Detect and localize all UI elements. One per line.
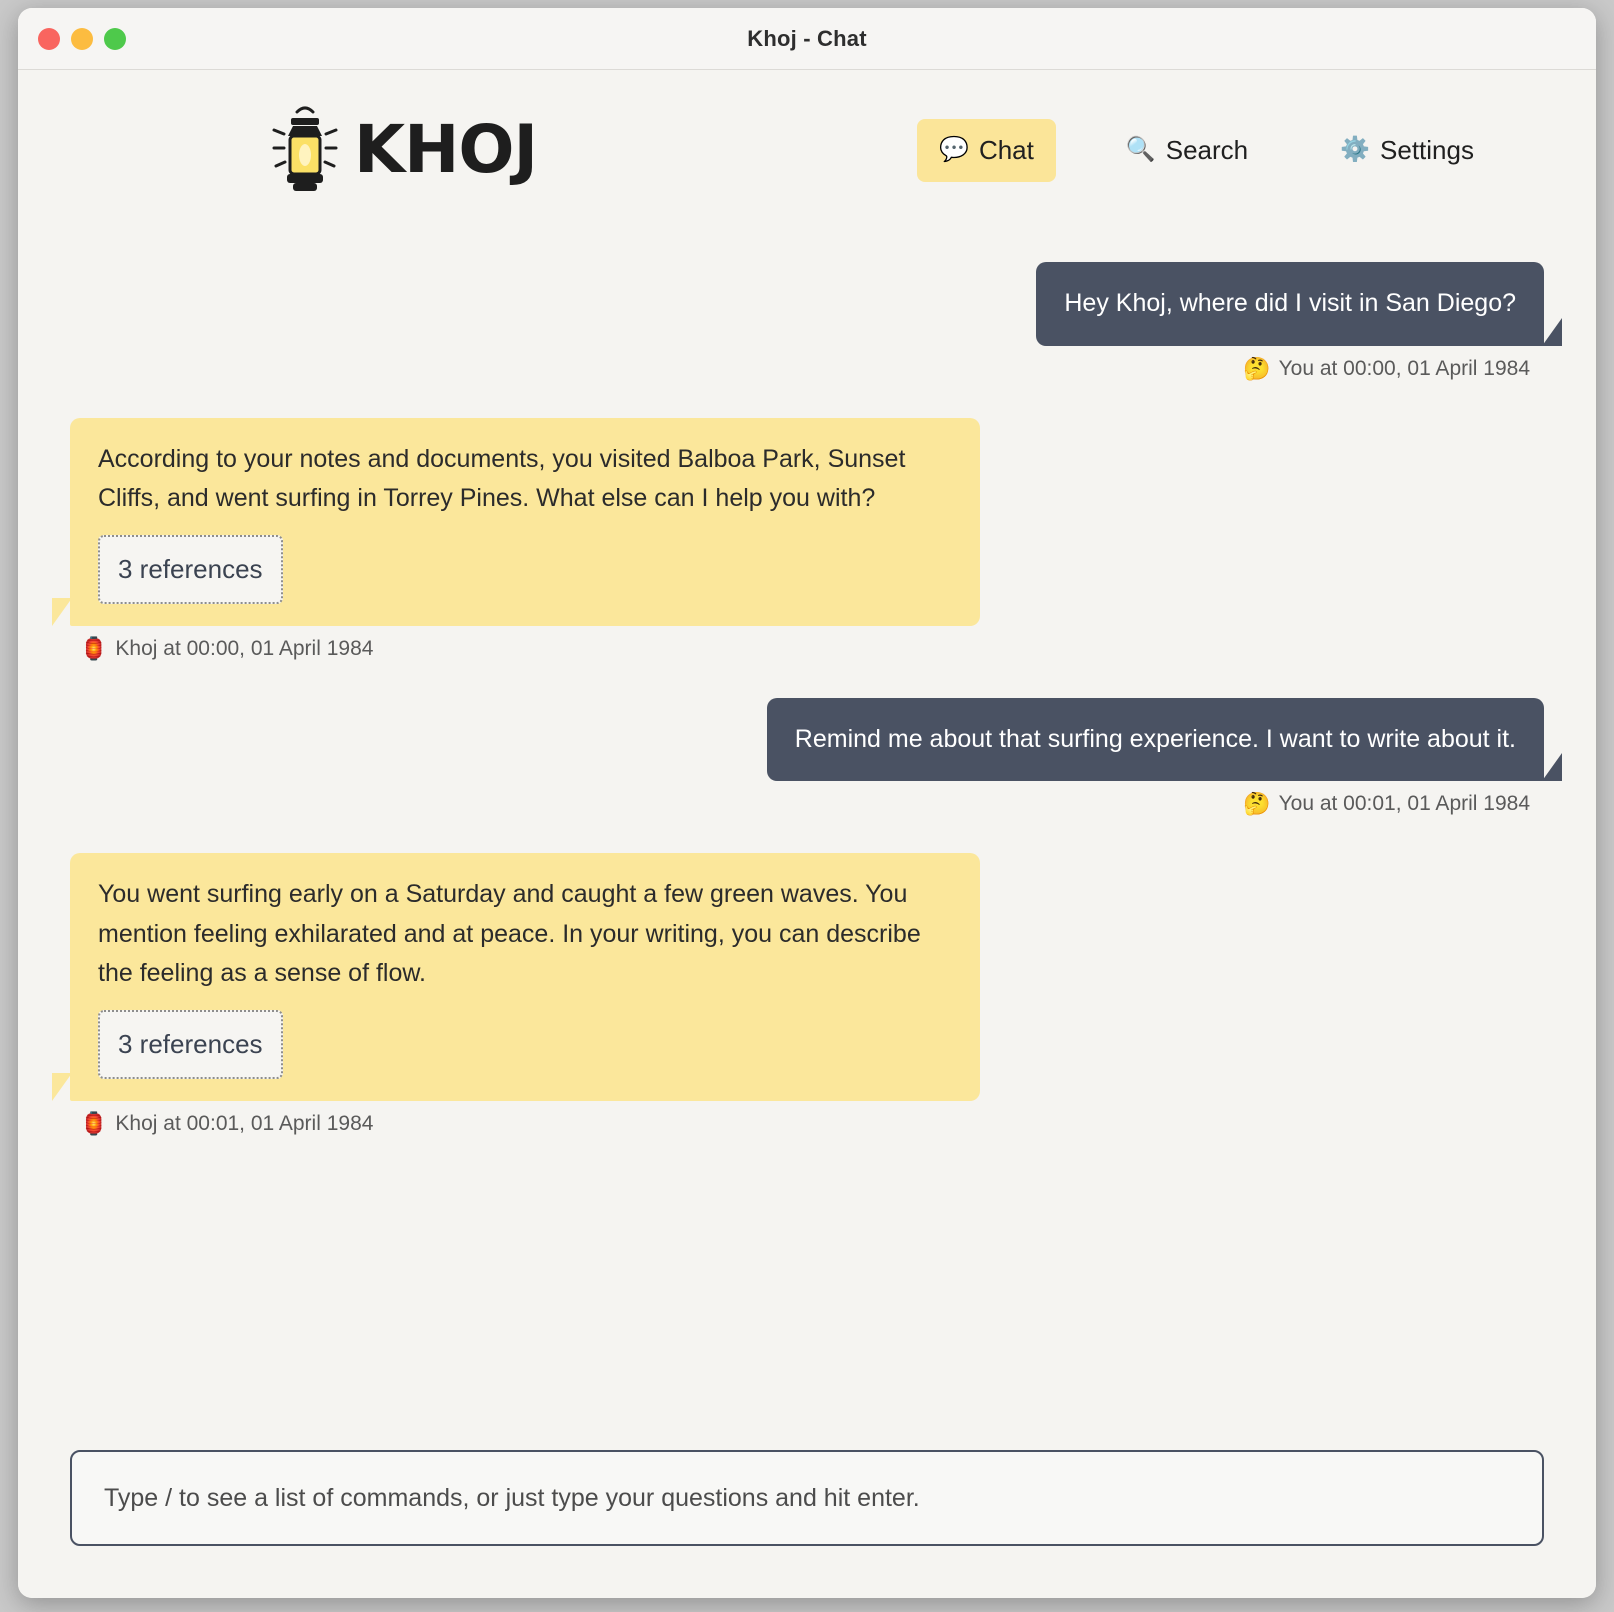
message-text: Remind me about that surfing experience. I want to write about it.: [794, 724, 1516, 753]
nav-item-settings[interactable]: [1318, 119, 1496, 182]
message-meta-text: Khoj at 00:00, 01 April 1984: [115, 636, 374, 660]
chat-message: [70, 698, 1544, 818]
chat-message: [70, 262, 1544, 382]
message-meta-text: You at 00:01, 01 April 1984: [1278, 792, 1530, 816]
message-meta: [70, 1111, 373, 1137]
nav-item-chat[interactable]: [917, 119, 1056, 182]
thinking-face-icon: 🤔: [1243, 355, 1271, 381]
lantern-icon: [266, 102, 344, 198]
logo-text: KHOJ: [354, 111, 538, 188]
message-meta-text: You at 00:00, 01 April 1984: [1278, 356, 1530, 380]
nav-label-settings: Settings: [1380, 134, 1474, 165]
message-bubble-user: [767, 698, 1544, 782]
window-title: Khoj - Chat: [747, 25, 867, 51]
lantern-icon: 🏮: [80, 635, 108, 661]
message-meta-text: Khoj at 00:01, 01 April 1984: [115, 1111, 374, 1135]
message-text: Hey Khoj, where did I visit in San Diego?: [1064, 289, 1516, 317]
message-meta: [1243, 356, 1544, 382]
magnifier-icon: 🔍: [1125, 136, 1156, 163]
app-content: [18, 70, 1596, 1598]
window-controls[interactable]: [38, 28, 126, 50]
message-text: You went surfing early on a Saturday and caught a few green waves. You mention feeling exhilarated and at peace. In your writing, you can describe the feeling as a sense of flow.: [98, 880, 921, 988]
lantern-icon: 🏮: [80, 1110, 108, 1136]
close-button[interactable]: [38, 28, 60, 50]
gear-icon: ⚙️: [1340, 136, 1371, 163]
thinking-face-icon: 🤔: [1243, 791, 1271, 817]
references-button[interactable]: 3 references: [98, 535, 283, 604]
speech-bubble-icon: 💬: [939, 136, 969, 163]
nav-label-chat: Chat: [978, 134, 1034, 165]
message-bubble-khoj: [70, 853, 980, 1101]
khoj-logo: [266, 102, 537, 198]
chat-message: [70, 853, 1544, 1137]
nav-item-search[interactable]: [1104, 119, 1270, 182]
chat-input-area: [18, 1450, 1596, 1598]
app-header: [18, 70, 1596, 210]
message-text: According to your notes and documents, you visited Balboa Park, Sunset Cliffs, and went surfing in Torrey Pines. What else can I help you with?: [98, 444, 906, 512]
app-window: [18, 8, 1596, 1598]
message-bubble-khoj: [70, 418, 980, 626]
title-bar: [18, 8, 1596, 70]
message-meta: [70, 636, 373, 662]
message-meta: [1243, 791, 1544, 817]
references-button[interactable]: 3 references: [98, 1010, 283, 1079]
minimize-button[interactable]: [71, 28, 93, 50]
zoom-button[interactable]: [104, 28, 126, 50]
chat-input[interactable]: [70, 1450, 1544, 1546]
nav-label-search: Search: [1165, 134, 1249, 165]
message-bubble-user: [1036, 262, 1544, 346]
main-nav: [917, 119, 1496, 182]
chat-message-list: [18, 210, 1596, 1450]
chat-message: [70, 418, 1544, 662]
